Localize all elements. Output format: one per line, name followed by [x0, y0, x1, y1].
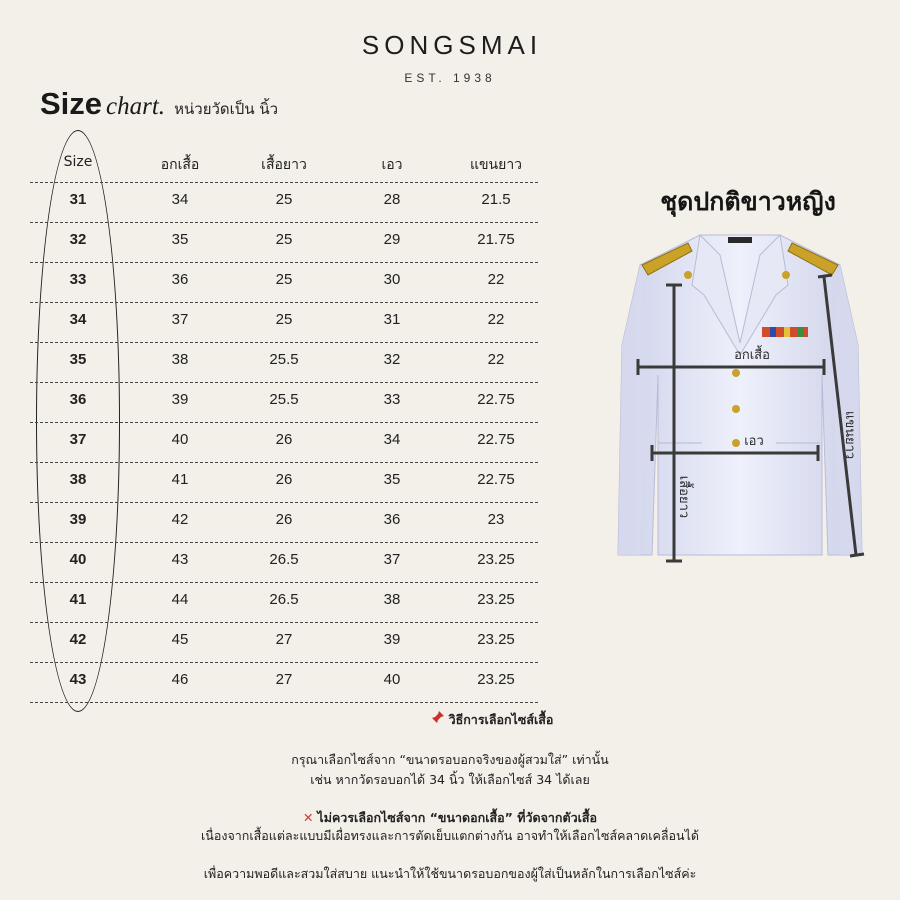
- table-cell: 25.5: [269, 351, 299, 368]
- row-divider: [30, 582, 538, 583]
- table-cell: 23.25: [477, 671, 515, 688]
- row-divider: [30, 382, 538, 383]
- table-cell: 34: [171, 191, 189, 208]
- column-header: แขนยาว: [469, 157, 523, 173]
- row-divider: [30, 462, 538, 463]
- column-header: Size: [63, 154, 93, 170]
- table-cell: 37: [171, 311, 189, 328]
- size-cell: 39: [69, 511, 87, 528]
- table-row: [30, 622, 538, 662]
- table-cell: 25: [275, 271, 293, 288]
- table-cell: 40: [171, 431, 189, 448]
- table-cell: 38: [383, 591, 401, 608]
- row-divider: [30, 622, 538, 623]
- table-cell: 26: [275, 431, 293, 448]
- brand-name: SONGSMAI: [361, 30, 543, 60]
- jacket-button: [732, 369, 740, 377]
- jacket-button: [732, 405, 740, 413]
- howto-title: [0, 710, 900, 730]
- table-row: [30, 342, 538, 382]
- table-row: [30, 302, 538, 342]
- table-cell: 36: [383, 511, 401, 528]
- table-row: [30, 382, 538, 422]
- table-cell: 22: [487, 351, 505, 368]
- collar-tag: [728, 237, 752, 243]
- note-line-4: เพื่อความพอดีและสวมใส่สบาย แนะนำให้ใช้ขนาดรอบอกของผู้ใส่เป็นหลักในการเลือกไซส์ค่ะ: [203, 866, 697, 881]
- table-row: [30, 182, 538, 222]
- label-length: เสื้อยาว: [676, 475, 691, 519]
- size-table: [30, 148, 538, 702]
- table-cell: 46: [171, 671, 189, 688]
- size-cell: 36: [69, 391, 87, 408]
- size-cell: 43: [69, 671, 87, 688]
- table-cell: 21.5: [481, 191, 511, 208]
- note-line-1: กรุณาเลือกไซส์จาก “ขนาดรอบอกจริงของผู้สวมใส่” เท่านั้น: [291, 752, 609, 767]
- row-divider: [30, 302, 538, 303]
- table-cell: 26: [275, 511, 293, 528]
- row-divider: [30, 182, 538, 183]
- table-cell: 27: [275, 631, 293, 648]
- table-cell: 26.5: [269, 591, 299, 608]
- size-cell: 37: [69, 431, 87, 448]
- size-cell: 33: [69, 271, 87, 288]
- table-cell: 44: [171, 591, 189, 608]
- table-cell: 23.25: [477, 551, 515, 568]
- column-header: เสื้อยาว: [261, 157, 307, 173]
- table-cell: 26.5: [269, 551, 299, 568]
- table-cell: 29: [383, 231, 401, 248]
- table-row: [30, 262, 538, 302]
- table-row: [30, 542, 538, 582]
- table-cell: 27: [275, 671, 293, 688]
- table-cell: 25.5: [269, 391, 299, 408]
- label-sleeve: แขนยาว: [842, 410, 857, 460]
- table-cell: 32: [383, 351, 401, 368]
- size-cell: 31: [69, 191, 87, 208]
- table-cell: 25: [275, 311, 293, 328]
- table-cell: 42: [171, 511, 189, 528]
- warning-line: [0, 808, 900, 828]
- table-cell: 21.75: [477, 231, 515, 248]
- jacket-title: ชุดปกติขาวหญิง: [660, 187, 836, 216]
- table-row: [30, 222, 538, 262]
- column-header: เอว: [381, 157, 403, 173]
- table-cell: 22: [487, 311, 505, 328]
- table-row: [30, 502, 538, 542]
- table-header: [30, 148, 538, 182]
- row-divider: [30, 342, 538, 343]
- heading-unit: หน่วยวัดเป็น นิ้ว: [174, 100, 279, 118]
- table-cell: 22.75: [477, 431, 515, 448]
- row-divider: [30, 262, 538, 263]
- cross-icon: ✕: [302, 810, 314, 825]
- size-cell: 42: [69, 631, 87, 648]
- table-body: [30, 182, 538, 702]
- heading-size: Size: [40, 86, 103, 121]
- table-cell: 33: [383, 391, 401, 408]
- table-cell: 34: [383, 431, 401, 448]
- note-line-2: เช่น หากวัดรอบอกได้ 34 นิ้ว ให้เลือกไซส์ 34 ได้เลย: [310, 772, 590, 787]
- table-cell: 26: [275, 471, 293, 488]
- row-divider: [30, 502, 538, 503]
- table-cell: 38: [171, 351, 189, 368]
- table-cell: 28: [383, 191, 401, 208]
- table-cell: 23.25: [477, 591, 515, 608]
- size-cell: 38: [69, 471, 87, 488]
- table-row: [30, 422, 538, 462]
- jacket-button: [732, 439, 740, 447]
- table-cell: 22.75: [477, 471, 515, 488]
- row-divider: [30, 662, 538, 663]
- size-chart-heading: [40, 86, 278, 122]
- table-cell: 22: [487, 271, 505, 288]
- column-header: อกเสื้อ: [160, 157, 200, 173]
- table-cell: 31: [383, 311, 401, 328]
- label-chest: อกเสื้อ: [734, 348, 770, 363]
- table-cell: 41: [171, 471, 189, 488]
- table-cell: 39: [171, 391, 189, 408]
- row-divider: [30, 702, 538, 703]
- size-cell: 41: [69, 591, 87, 608]
- brand-header: [0, 30, 900, 85]
- label-waist: เอว: [744, 434, 764, 449]
- table-cell: 25: [275, 231, 293, 248]
- howto-title-text: วิธีการเลือกไซส์เสื้อ: [448, 712, 554, 727]
- table-cell: 36: [171, 271, 189, 288]
- size-cell: 34: [69, 311, 87, 328]
- table-cell: 40: [383, 671, 401, 688]
- jacket-illustration: [600, 225, 880, 570]
- table-row: [30, 462, 538, 502]
- pushpin-icon: [431, 712, 445, 727]
- table-cell: 35: [171, 231, 189, 248]
- table-cell: 45: [171, 631, 189, 648]
- table-cell: 30: [383, 271, 401, 288]
- row-divider: [30, 422, 538, 423]
- row-divider: [30, 222, 538, 223]
- table-cell: 23: [487, 511, 505, 528]
- size-cell: 40: [69, 551, 87, 568]
- table-cell: 37: [383, 551, 401, 568]
- table-cell: 43: [171, 551, 189, 568]
- size-cell: 32: [69, 231, 87, 248]
- table-cell: 22.75: [477, 391, 515, 408]
- note-line-3: เนื่องจากเสื้อแต่ละแบบมีเผื่อทรงและการตัดเย็บแตกต่างกัน อาจทำให้เลือกไซส์คลาดเคลื่อนได้: [201, 828, 699, 843]
- table-cell: 35: [383, 471, 401, 488]
- size-cell: 35: [69, 351, 87, 368]
- table-cell: 23.25: [477, 631, 515, 648]
- table-cell: 39: [383, 631, 401, 648]
- table-row: [30, 582, 538, 622]
- heading-chart: chart.: [106, 93, 166, 120]
- row-divider: [30, 542, 538, 543]
- brand-established: EST. 1938: [404, 71, 496, 85]
- table-cell: 25: [275, 191, 293, 208]
- table-row: [30, 662, 538, 702]
- warning-text: ไม่ควรเลือกไซส์จาก “ขนาดอกเสื้อ” ที่วัดจากตัวเสื้อ: [317, 810, 598, 825]
